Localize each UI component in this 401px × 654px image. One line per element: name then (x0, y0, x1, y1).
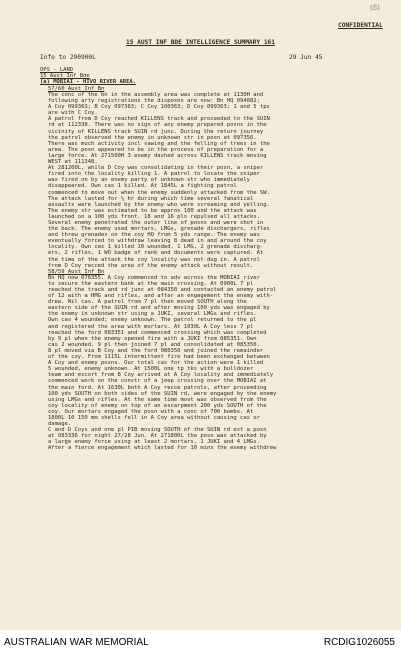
text-line: large force. At 271500H 3 enemy dashed across KILLENS track moving (48, 152, 267, 159)
text-line: are with C Coy. (48, 110, 98, 117)
info-line: Info to 290900L (40, 54, 96, 61)
text-line: using LMGs and rifles. At the same time movt was observed from the (48, 396, 267, 403)
footer-bar (0, 630, 401, 654)
text-line: by 9 pl when the enemy opened fire with a JUKI from 085351. Own (48, 335, 257, 342)
report-body (48, 92, 390, 452)
document-date: 29 Jun 45 (289, 54, 323, 61)
classification-label: CONFIDENTIAL (338, 22, 383, 29)
document-title: 15 AUST INF BDE INTELLIGENCE SUMMARY 161 (126, 39, 276, 46)
text-line: area. The posn appeared to be in the process of preparation for a (48, 146, 264, 153)
text-line: rd at 112338. There was no sign of any enemy prepared posns in the (48, 122, 267, 129)
text-line: of 12 with a HMG and rifles, and after an engagement the enemy with- (48, 293, 274, 300)
text-line: reached the track and rd junc at 084350 and contacted an enemy patrol (48, 287, 277, 293)
text-line: at 083336 for night 27/28 Jun. At 271800L the posn was attacked by (48, 433, 267, 440)
text-line: disappeared. Own cas 1 killed. At 1845L a fighting patrol (48, 183, 237, 190)
text-line: C and D Coys and one pl PIB moving SOUTH of the SUIN rd est a posn (48, 427, 267, 434)
corner-mark: (8) (370, 4, 380, 12)
text-line: the time of the attack the coy locality was not dug in. A patrol (48, 256, 260, 263)
text-line: The attack lasted for ¼ hr during which time several fanatical (48, 195, 254, 202)
footer-source: AUSTRALIAN WAR MEMORIAL (4, 637, 149, 648)
section-area: (a) MOBIAI - HIVO RIVER AREA. (40, 79, 137, 85)
text-line: cas 2 wounded. 9 pl then joined 7 pl and consolidated at 085350. (48, 341, 260, 348)
text-line: to secure the eastern bank at the main crossing. At 0900L 7 pl (48, 280, 254, 287)
text-line: the enemy in unknown str using a JUKI, several LMGs and rifles. (48, 311, 257, 318)
text-line: fired into the locality killing 1. A patrol to locate the sniper (48, 171, 260, 178)
text-line: Own cas 4 wounded; enemy unknown. The patrol returned to the pl (48, 317, 257, 324)
text-line: reached the ford 083351 and commenced crossing which was completed (48, 329, 267, 336)
section-ops: OPS - LAND (40, 67, 74, 73)
text-line: the back. The enemy used mortars, LMGs, grenade dischargers, rifles (48, 226, 270, 233)
text-line: ers, 2 rifles, 1 WO badge of rank and documents were captured. At (48, 250, 264, 257)
text-line: coy locality of enemy on top of an escarpment 200 yds SOUTH of the (48, 402, 267, 409)
text-line: drew. Nil cas. A patrol from 7 pl then moved SOUTH along the (48, 299, 247, 306)
text-line: the main ford. At 1630L both A Coy recce patrols, after proceeding (48, 384, 267, 391)
text-line: of the coy. From 1115L intermittent fire had been exchanged between (48, 354, 270, 361)
text-line: The enemy str was estimated to be approx 100 and the attack was (48, 207, 257, 214)
text-line: 1800L 10 150 mm shells fell in A Coy area without causing cas or (48, 414, 260, 421)
text-line: launched on a 100 yds front. 18 and 16 pls repulsed all attacks. (48, 213, 260, 220)
footer-reference: RCDIG1026055 (323, 637, 395, 648)
text-line: Bn HQ now 076355. A Coy commenced to adv across the MOBIAI river (48, 274, 260, 281)
text-line: was fired on by an enemy party of unknown str who immediately (48, 177, 250, 184)
text-line: The conc of the bn in the assembly area was complete at 1130H and (48, 92, 264, 98)
text-line: 8 pl moved via B Coy and the ford 080350 and joined the remainder (48, 347, 264, 354)
text-line: After a fierce engagement which lasted for 10 mins the enemy withdrew (48, 445, 277, 452)
text-line: assaults were launched by the enemy who were screaming and yelling. (48, 201, 270, 208)
text-line: commenced work on the constr of a jeep crossing over the MOBIAI at (48, 378, 267, 385)
text-line: A Coy and enemy posns. Our total cas for the action were 1 killed (48, 360, 264, 367)
bn-heading-57-60: 57/60 Aust Inf Bn (48, 86, 105, 92)
text-line: eventually forced to withdraw leaving 8 dead in and around the coy (48, 238, 267, 245)
text-line: and registered the area with mortars. At 1030L A Coy less 7 pl (48, 323, 254, 330)
text-line: Several enemy penetrated the outer line of posns and were shot in (48, 219, 264, 226)
text-line: 5 wounded, enemy unknown. At 1500L one tp tks with a bulldozer (48, 366, 254, 373)
text-line: locality. Own cas 1 killed 10 wounded. 1 LMG, 2 grenade discharg- (48, 244, 264, 251)
text-line: a large enemy force using at least 2 mortars, 1 JUKI and 4 LMGs. (48, 439, 260, 446)
text-line: A Coy 099363; B Coy 097363; C Coy 100363; D Coy 099363; 1 and 5 tps (48, 104, 270, 111)
text-line: There was much activity incl sawing and the felling of trees in the (48, 140, 270, 147)
text-line: damage. (48, 421, 72, 428)
text-line: and threw grenades on the coy HQ from 5 yds range. The enemy was (48, 232, 260, 239)
text-line: vicinity of KILLENS track SUIN rd junc. During the return journey (48, 128, 264, 135)
bn-heading-58-59: 58/59 Aust Inf Bn (48, 268, 105, 275)
text-line: the patrol observed the enemy in unknown str in posn at 097356. (48, 134, 257, 141)
text-line: coy. Our mortars engaged the posn with a conc of 700 bombs. At (48, 408, 254, 415)
text-line: from D Coy recced the area of the enemy attack without result. (48, 262, 254, 269)
text-line: A patrol from D Coy reached KILLENS track and proceeded to the SUIN (48, 116, 270, 123)
section-bde: 15 Aust Inf Bde (40, 73, 90, 79)
text-line: following arty registrations the disposns are now: Bn HQ 094082; (48, 98, 260, 105)
text-line: 100 yds SOUTH on both sides of the SUIN rd, were engaged by the enemy (48, 390, 277, 397)
text-line: team and escort from B Coy arrived at A Coy locality and immediately (48, 372, 274, 379)
text-line: commenced to move out when the enemy suddenly attacked from the SW. (48, 189, 270, 196)
text-line: WEST at 111348. (48, 159, 98, 166)
text-line: At 281200L, while D Coy was consolidating in their posn, a sniper (48, 165, 264, 172)
text-line: eastern side of the SUIN rd and after moving 100 yds was engaged by (48, 305, 270, 312)
